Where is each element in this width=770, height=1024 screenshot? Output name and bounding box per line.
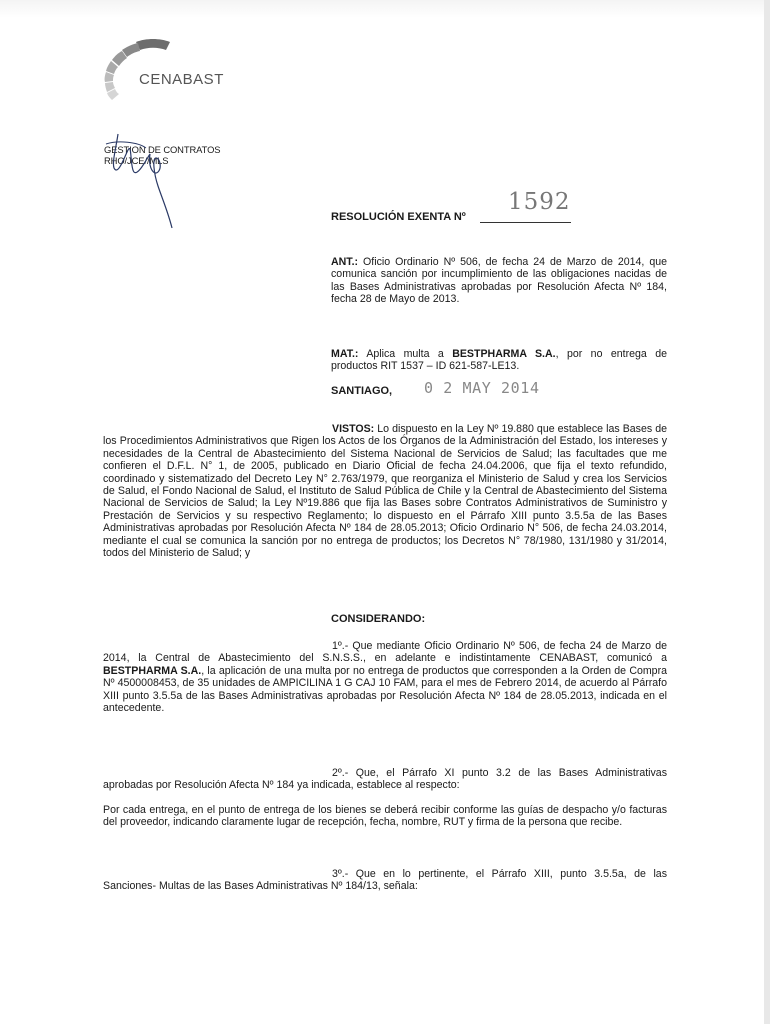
considerando-title: CONSIDERANDO:	[331, 613, 426, 625]
logo-text: CENABAST	[139, 71, 224, 88]
ant-text: Oficio Ordinario Nº 506, de fecha 24 de Marzo de 2014, que comunica sanción por incumplimiento de las obligaciones nacidas de las Bases Administrativas aprobadas por Resolución Afecta Nº 184, fecha 28 de Mayo de 2013.	[331, 256, 667, 306]
p1-lead: 1º.- Que mediante Oficio Ordinario Nº 506, de fecha 24 de Marzo de 2014, la Central de Abastecimiento del S.N.S.S., en adelante e indistintamente CENABAST, comunicó a	[103, 640, 667, 665]
considerando-paragraph-1	[103, 640, 667, 714]
considerando-paragraph-3: 3º.- Que en lo pertinente, el Párrafo XIII, punto 3.5.5a, de las Sanciones- Multas de las Bases Administrativas Nº 184/13, señala:	[103, 868, 667, 893]
vistos-paragraph	[103, 423, 667, 559]
mat-text-after: , por no entrega de productos RIT 1537 – ID 621-587-LE13.	[331, 348, 668, 373]
department-name: GESTION DE CONTRATOS	[104, 144, 221, 155]
scan-shadow-top	[0, 0, 770, 18]
resolution-label: RESOLUCIÓN EXENTA Nº	[331, 211, 466, 223]
mat-text-before: Aplica multa a	[366, 348, 444, 360]
resolution-number-line	[480, 222, 571, 223]
mat-company: BESTPHARMA S.A.	[452, 348, 556, 360]
p1-company: BESTPHARMA S.A.	[103, 664, 202, 677]
vistos-text: Lo dispuesto en la Ley Nº 19.880 que establece las Bases de los Procedimientos Administrativos que Rigen los Actos de los Órganos de la Administración del Estado, los intereses y necesidades de la Central de Abastecimiento del Sistema Nacional de Servicios de Salud; las facultades que me confieren el D.F.L. N° 1, de 2005, publicado en Diario Oficial de fecha 24.04.2006, que fija el texto refundido, coordinado y sistematizado del Decreto Ley N° 2.763/1979, que reorganiza el Ministerio de Salud y crea los Servicios de Salud, el Fondo Nacional de Salud, el Instituto de Salud Pública de Chile y la Central de Abastecimiento del Sistema Nacional de Servicios de Salud; la Ley Nº19.886 que fija las Bases sobre Contratos Administrativos de Suministro y Prestación de Servicios y su respectivo Reglamento; lo dispuesto en el Párrafo XIII punto 3.5.5a de las Bases Administrativas aprobadas por Resolución Afecta Nº 184 de 28.05.2013; Oficio Ordinario N° 506, de fecha 24.03.2014, mediante el cual se comunica la sanción por no entrega de productos; los Decretos N° 78/1980, 131/1980 y 31/2014, todos del Ministerio de Salud; y	[103, 423, 667, 560]
place-label: SANTIAGO,	[331, 385, 393, 397]
date-stamp: 0 2 MAY 2014	[424, 379, 540, 397]
p1-rest: , la aplicación de una multa por no entrega de productos que corresponden a la Orden de Compra Nº 4500008453, de 35 unidades de AMPICILINA 1 G CAJ 10 FAM, para el mes de Febrero 2014, de acuerdo al Párrafo XIII punto 3.5.5a de las Bases Administrativas aprobadas por Resolución Afecta Nº 184 de 28.05.2013, indicada en el antecedente.	[103, 664, 667, 715]
considerando-paragraph-2-quote: Por cada entrega, en el punto de entrega de los bienes se deberá recibir conforme las guías de despacho y/o facturas del proveedor, indicando claramente lugar de recepción, fecha, nombre, RUT y firma de la persona que recibe.	[103, 804, 667, 829]
considerando-paragraph-2: 2º.- Que, el Párrafo XI punto 3.2 de las Bases Administrativas aprobadas por Resolución Afecta Nº 184 ya indicada, establece al respecto:	[103, 767, 667, 792]
department-initials: RHO/JCE//MLS	[104, 155, 169, 166]
ant-label: ANT.:	[331, 256, 359, 268]
resolution-number: 1592	[508, 189, 571, 215]
scan-edge-right	[764, 0, 770, 1024]
mat-block	[331, 348, 667, 373]
handwritten-signature-icon	[88, 128, 198, 238]
vistos-label: VISTOS:	[332, 423, 375, 435]
mat-label: MAT.:	[331, 348, 359, 360]
ant-block	[331, 256, 667, 306]
